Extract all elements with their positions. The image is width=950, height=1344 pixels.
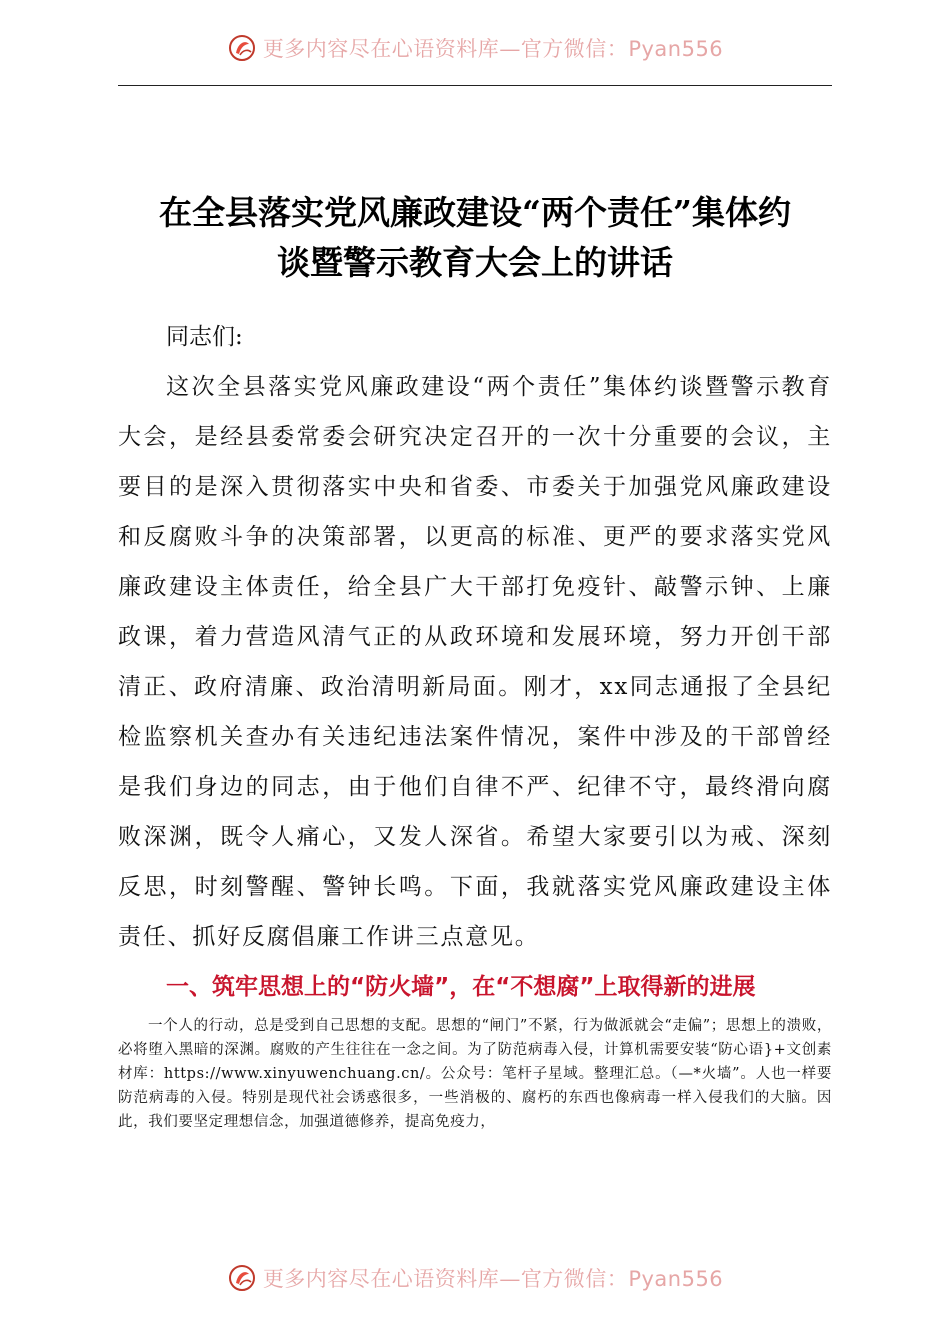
banner-dash: — [499,1267,521,1291]
document-title [118,188,832,288]
header-divider [118,85,832,86]
banner-official-text: 官方微信： [520,37,629,61]
header-watermark-banner [0,28,950,68]
body-paragraph: 这次全县落实党风廉政建设“两个责任”集体约谈暨警示教育大会，是经县委常委会研究决定召开的一次十分重要的会议，主要目的是深入贯彻落实中央和省委、市委关于加强党风廉政建设和反腐败斗争的决策部署，以更高的标准、更严的要求落实党风廉政建设主体责任，给全县广大干部打免疫针、敲警示钟、上廉政课，着力营造风清气正的从政环境和发展环境，努力开创干部清正、政府清廉、政治清明新局面。刚才，xx同志通报了全县纪检监察机关查办有关违纪违法案件情况，案件中涉及的干部曾经是我们身边的同志，由于他们自律不严、纪律不守，最终滑向腐败深渊，既令人痛心，又发人深省。希望大家要引以为戒、深刻反思，时刻警醒、警钟长鸣。下面，我就落实党风廉政建设主体责任、抓好反腐倡廉工作讲三点意见。 [118,374,832,950]
salutation: 同志们: [166,324,243,350]
logo-icon [227,33,257,63]
footer-watermark-banner [0,1258,950,1298]
section-heading: 一、筑牢思想上的“防火墙”，在“不想腐”上取得新的进展 [166,974,756,1000]
banner-text [263,1263,723,1293]
banner-text [263,33,723,63]
small-print-paragraph: 一个人的行动，总是受到自己思想的支配。思想的“闸门”不紧，行为做派就会“走偏”；思想上的溃败，必将堕入黑暗的深渊。腐败的产生往往在一念之间。为了防范病毒入侵，计算机需要安装“防心语}+文创素材库：https://www.xinyuwenchuang.cn/。公众号：笔杆子星域。整理汇总。（—*火墙”。人也一样要防范病毒的入侵。特别是现代社会诱惑很多，一些消极的、腐朽的东西也像病毒一样入侵我们的大脑。因此，我们要坚定理想信念，加强道德修养，提高免疫力， [118,1018,832,1130]
banner-main-text: 更多内容尽在心语资料库 [262,37,500,61]
banner-main-text: 更多内容尽在心语资料库 [262,1267,500,1291]
banner-official-text: 官方微信： [520,1267,629,1291]
title-line-1: 在全县落实党风廉政建设“两个责任”集体约 [159,193,791,232]
title-line-2: 谈暨警示教育大会上的讲话 [277,243,673,282]
document-body [118,312,832,1134]
logo-icon [227,1263,257,1293]
banner-wechat-id: Pyan556 [628,1267,724,1291]
banner-wechat-id: Pyan556 [628,37,724,61]
banner-dash: — [499,37,521,61]
